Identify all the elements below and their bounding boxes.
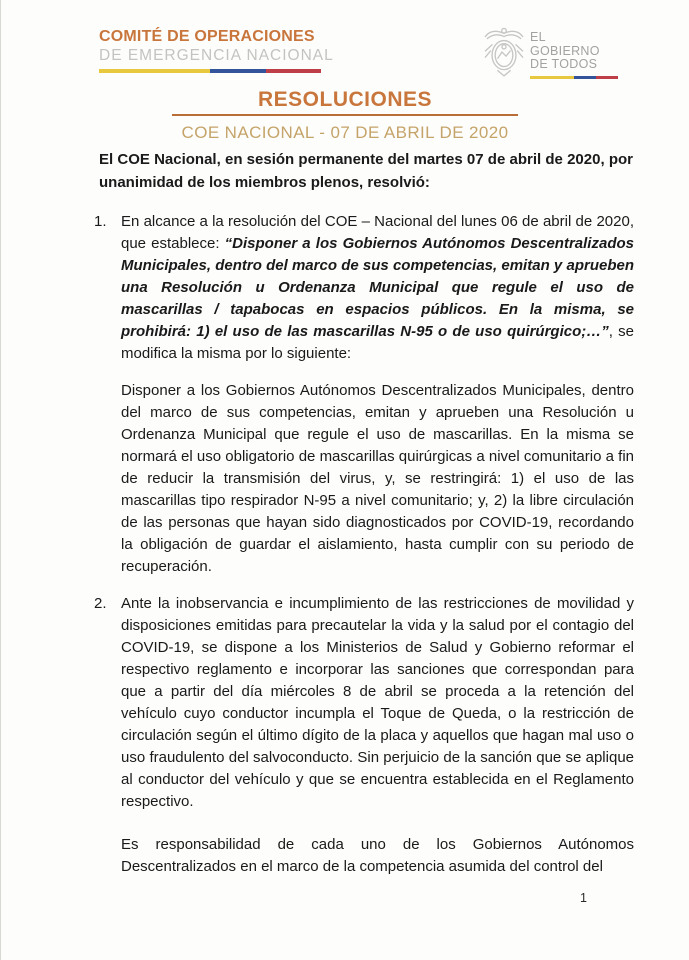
flag-stripe-yellow xyxy=(530,76,574,79)
ecuador-coat-of-arms-icon xyxy=(481,24,527,80)
page-subtitle: COE NACIONAL - 07 DE ABRIL DE 2020 xyxy=(181,123,509,142)
page-number: 1 xyxy=(580,891,587,905)
title-block xyxy=(1,88,689,143)
government-logo-line1: EL xyxy=(530,30,546,44)
flag-stripe-blue xyxy=(574,76,596,79)
flag-stripe-red xyxy=(596,76,618,79)
title-underline xyxy=(172,88,518,116)
resolution-item-1 xyxy=(94,211,634,578)
coe-logo-line2: DE EMERGENCIA NACIONAL xyxy=(99,47,334,64)
government-logo xyxy=(481,24,618,80)
coe-logo-line1: COMITÉ DE OPERACIONES xyxy=(99,28,315,45)
government-logo-line3: DE TODOS xyxy=(530,57,598,71)
ecuador-flag-stripe-small xyxy=(530,76,618,79)
flag-stripe-blue xyxy=(210,69,266,73)
resolution-paragraph: Ante la inobservancia e incumplimiento de las restricciones de movilidad y disposiciones emitidas para precautelar la vida y la salud por el contagio del COVID-19, se dispone a los Ministerios de Salud y Gobierno reformar el respectivo reglamento e incorporar las sanciones que correspondan para que a partir del día miércoles 8 de abril se proceda a la retención del vehículo cuyo conductor incumpla el Toque de Queda, o la restricción de circulación según el último dígito de la placa y aquellos que hagan mal uso o uso fraudulento del salvoconducto. Sin perjuicio de la sanción que se aplique al conductor del vehículo y que se encuentra establecida en el Reglamento respectivo. xyxy=(121,595,634,810)
resolution-paragraph: Es responsabilidad de cada uno de los Gobiernos Autónomos Descentralizados en el marco de la competencia asumida del control del xyxy=(121,836,634,875)
flag-stripe-yellow xyxy=(99,69,210,73)
government-logo-line2: GOBIERNO xyxy=(530,43,600,58)
resolution-body xyxy=(121,211,634,578)
resolution-body xyxy=(121,593,634,878)
intro-paragraph: El COE Nacional, en sesión permanente del martes 07 de abril de 2020, por unanimidad de los miembros plenos, resolvió: xyxy=(99,151,633,191)
flag-stripe-red xyxy=(266,69,322,73)
resolution-item-2 xyxy=(94,593,634,878)
coe-logo xyxy=(99,28,334,73)
resolution-paragraph: Disponer a los Gobiernos Autónomos Descentralizados Municipales, dentro del marco de sus competencias, emitan y aprueben una Resolución u Ordenanza Municipal que regule el uso de mascarillas. En la misma se normará el uso obligatorio de mascarillas quirúrgicas a nivel comunitario a fin de reducir la transmisión del virus, y, se restringirá: 1) el uso de las mascarillas tipo respirador N-95 a nivel comunitario; y, 2) la libre circulación de las personas que hayan sido diagnosticados por COVID-19, recordando la obligación de guardar el aislamiento, hasta cumplir con su periodo de recuperación. xyxy=(121,382,634,575)
resolution-number: 2. xyxy=(94,595,107,612)
resolution-number: 1. xyxy=(94,213,107,230)
page-title: RESOLUCIONES xyxy=(257,88,433,111)
ecuador-flag-stripe xyxy=(99,69,321,73)
government-logo-text-block xyxy=(530,31,618,79)
resolution-paragraph: En alcance a la resolución del COE – Nacional del lunes 06 de abril de 2020, que establece: “Disponer a los Gobiernos Autónomos Descentralizados Municipales, dentro del marco de sus competencias, emitan y aprueben una Resolución u Ordenanza Municipal que regule el uso de mascarillas / tapabocas en espacios públicos. En la misma, se prohibirá: 1) el uso de las mascarillas N-95 o de uso quirúrgico;…”, se modifica la misma por lo siguiente: xyxy=(121,213,634,362)
resolutions-list xyxy=(94,211,634,878)
